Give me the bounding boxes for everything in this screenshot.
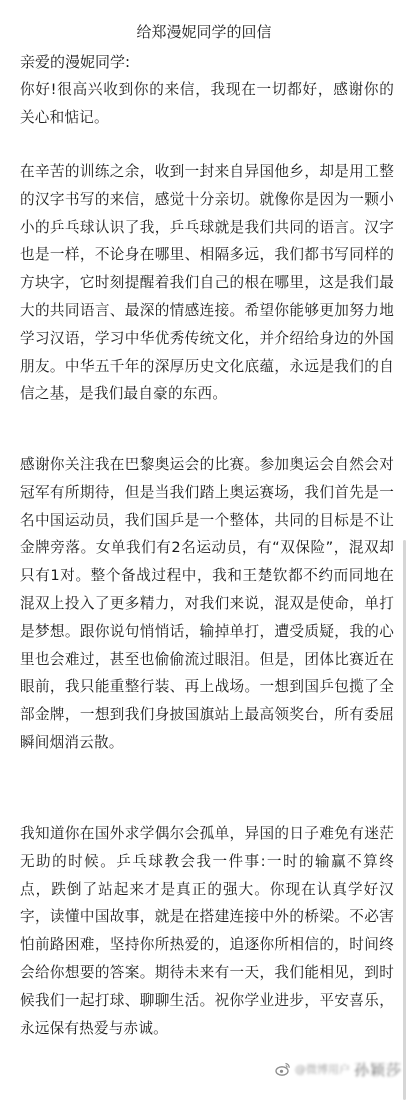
letter-title: 给郑漫妮同学的回信: [136, 23, 272, 41]
letter-paragraph: 感谢你关注我在巴黎奥运会的比赛。参加奥运会自然会对冠军有所期待，但是当我们踏上奥运赛场，我们首先是一名中国运动员，我们国乒是一个整体，共同的目标是不让金牌旁落。女单我们有2名运动员，有“双保险”，混双却只有1对。整个备战过程中，我和王楚钦都不约而同地在混双上投入了更多精力，对我们来说，混双是使命，单打是梦想。跟你说句悄悄话，输掉单打，遭受质疑，我的心里也会难过，甚至也偷偷流过眼泪。但是，团体比赛近在眼前，我只能重整行装、再上战场。一想到国乒包揽了全部金牌，一想到我们身披国旗站上最高领奖台，所有委屈瞬间烟消云散。: [20, 456, 394, 751]
letter-signature: 孙颖莎: [353, 1060, 402, 1079]
weibo-watermark: [275, 1060, 402, 1078]
weibo-logo-icon: [275, 1061, 291, 1077]
letter-paragraph: 在辛苦的训练之余，收到一封来自异国他乡，却是用工整的汉字书写的来信，感觉十分亲切。就像你是因为一颗小小的乒乓球认识了我，乒乓球就是我们共同的语言。汉字也是一样，不论身在哪里、相隔多远，我们都书写同样的方块字，它时刻提醒着我们自己的根在哪里，这是我们最大的共同语言、最深的情感连接。希望你能够更加努力地学习汉语，学习中华优秀传统文化，并介绍给身边的外国朋友。中华五千年的深厚历史文化底蕴，永远是我们的自信之基，是我们最自豪的东西。: [20, 163, 394, 403]
letter-paragraph: 你好!很高兴收到你的来信，我现在一切都好，感谢你的关心和惦记。: [20, 81, 394, 126]
letter-paragraph: 我知道你在国外求学偶尔会孤单，异国的日子难免有迷茫无助的时候。乒乓球教会我一件事:一时的输赢不算终点，跌倒了站起来才是真正的强大。你现在认真学好汉字，读懂中国故事，就是在搭建连接中外的桥梁。不必害怕前路困难，坚持你所热爱的，追逐你所相信的，时间终会给你想要的答案。期待未来有一天，我们能相见，到时候我们一起打球、聊聊生活。祝你学业进步，平安喜乐，永远保有热爱与赤诚。: [20, 825, 394, 1037]
watermark-username: @微博用户: [294, 1063, 350, 1076]
scrollbar[interactable]: [403, 540, 406, 1100]
letter-salutation: 亲爱的漫妮同学:: [20, 53, 131, 71]
